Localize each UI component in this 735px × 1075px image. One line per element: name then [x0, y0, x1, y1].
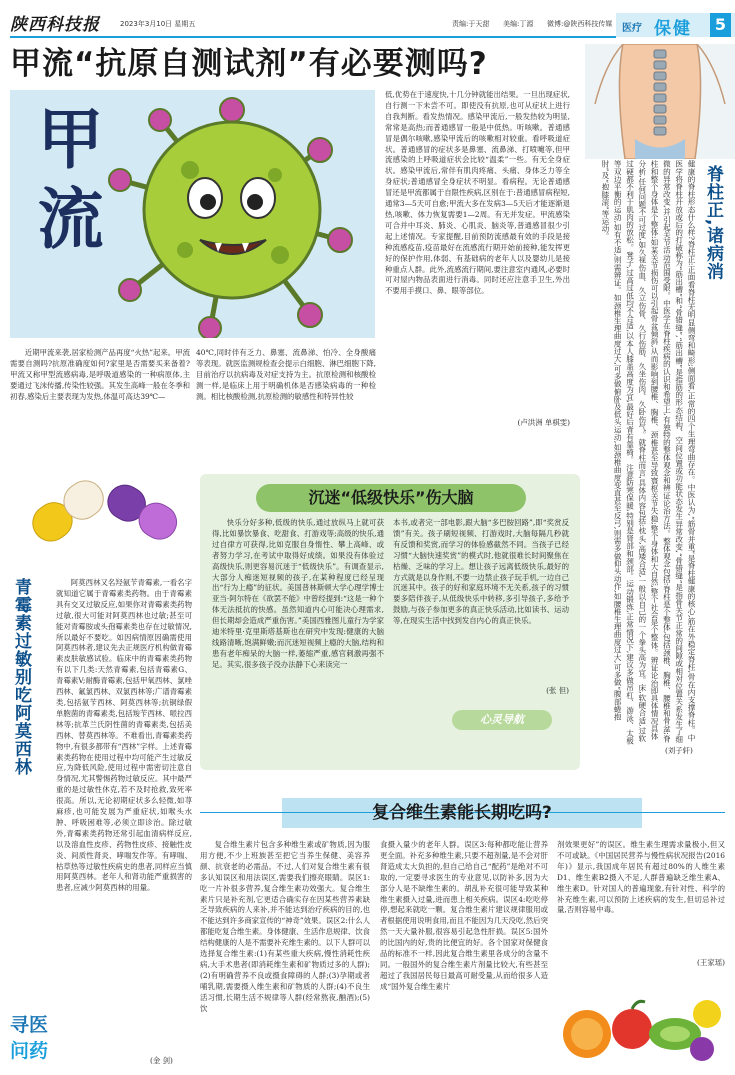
penicillin-headline: 青霉素过敏别吃阿莫西林 [11, 578, 31, 776]
flu-illustration [10, 90, 375, 338]
vitamin-column-2: 食摄入量少的老年人群。误区3:每种都吃能让营养更全面。补充多种维生素,只要不超剂量,是不会对肝肾造成太大负担的,但自己给自己“配药”是绝对不可取的,一定要寻求医生的专业意见,以防补多,因为大部分人是不缺维生素的。胡乱补充很可能导致某种维生素摄入过量,进而患上相关疾病。误区4:吃吃停停,想起来就吃一颗。复合维生素片建议规律服用或者根据使用说明食用,而且不能因为几天没吃,然后突然一天大量补服,很容易引起急性肝损。误区5:国外的比国内的好,贵的比便宜的好。各个国家对保健食品的标准不一样,因此复合维生素里各成分的含量不同。一般国外的复合维生素片剂量比较大,有些甚至超过了我国居民每日最高可耐受量,从而给很多人造成“国外复合维生素片 [380, 840, 548, 991]
spine-illustration [585, 44, 735, 159]
paper-name: 陕西科技报 [10, 15, 100, 35]
wechat-credit: 微博:@陕西科技传媒 [547, 20, 613, 28]
corner-label-1: 寻医 [10, 1014, 49, 1036]
issue-date: 2023年3月10日 星期五 [120, 20, 196, 28]
section-label-a: 医疗 [622, 23, 642, 34]
spine-headline: 脊柱正,诸病消 [703, 165, 723, 281]
flu-column-1: 近期甲流来袭,居家检测产品再度“火热”起来。甲流需要自测吗?抗原准确度如何?家里是否需要买来备着?甲流又称甲型流感病毒,是呼吸道感染的一种病原体,主要通过飞沫传播,传染性较强。其发生高峰一般在冬季和初春,感染后主要表现为发热,体温可高达39℃— [10, 348, 190, 401]
penicillin-body-top: 阿莫西林又名羟氨苄青霉素,一看名字就知道它属于青霉素类药物。由于青霉素具有交叉过敏反应,如果你对青霉素类药物过敏,很大可能对阿莫西林也过敏;甚至可能对青霉胺或头孢霉素类也存在过敏情况,所以最好不要吃。如因病情原因确需使用阿莫西林者,建议先去正规医疗机构做青霉素皮肤敏感试验。临床中的青霉素类药物有以下几类:天然青霉素,包括青霉素G、青霉素V;耐酶青霉素,包括甲氧西林、氯唑西林、氟氯西林、双氯西林等;广谱青霉素类,包括氨苄西林、阿莫西林等;抗铜绿假单胞菌的青霉素类,包括羧苄西林、哌拉西林等;抗革兰氏阴性菌的青霉素类,包括美西林、替莫西林等。不难看出,青霉素类药物中,有很多都带有“西林”字样。上述青霉素类药物在使用过程中均可能产生过敏反应,为降低风险,使用过程中需密切注意自身情况,尤其警惕药物过敏反应。其中最严重的是过敏性休克,若不及时抢救,致死率很高。所以,无论初期症状多么轻微,如荨麻疹,也可能发展为严重症状,如喉头水肿、呼吸困难等,必须立即诊治。除过敏外,青霉素类药物还常引起血清病样反应,以及溶血性皮疹、药物性皮疹、接触性皮炎、间质性肾炎、哮喘发作等。有哮喘、枯草热等过敏性疾病史的患者,同样应当慎用阿莫西林。老年人和肾功能严重损害的患者,应减少阿莫西林的用量。 [56, 578, 192, 893]
pleasure-box [200, 474, 580, 770]
spine-body: 健康的脊柱形态什么样?脊柱正:正面看脊柱无明显侧弯和畸形;侧面看,正常的四个生理弯曲存在。中医认为,“筋骨并重”是脊柱健康的核心,筋在外稳定脊柱,骨在内支撑脊柱。中医学将脊柱开放或后的打破称为“筋出槽”和“骨错缝”,“筋出槽”是指筋的形态结构、空间位置或功能状态发生异常改变,“骨错缝”是指骨关节正常的间隙或相对位置关系发生了细微的异常改变,并引起关节活动范围受限。中医学在脊柱疾病的认识和希望上,有独特的整体观念和辨证论治方法。整体观念包括:脊柱是个整体,包括颈椎、胸椎、腰椎和骨盆;脊柱和整个身体是个整体:如某关节损伤可以引起骨盆倾斜,从而影响到腰椎、胸椎、颈椎甚至导致寰枢关节失稳;整个身体和大自然,整个社会是个整体。辨证论治即具体情况具体分析,任何问题不可过度,如久视伤血、久立伤骨、久行伤筋、久坐伤肉、久卧伤气。就脊柱而言,具体内容包括:枕头,高矮合适,一般以自己的一个拳头高为宜。床,软硬合适,过软过硬都不利于肌肉的放松。凳子,过高过低均不合适,以本人膝盖高度为宜,最好后背有靠椅。注意防寒保暖,特别是肾部和颈部。运动锻炼,正常情况下,建议多做吊杠、游泳、太极等双边平衡的运动,如有不适,则需辨证。如颈椎生理曲度过大,可多做俯卧及低头运动,如颈椎曲度变直甚至反弓,则需多做仰头动作,如腰椎生理曲度过大,可多做“腹部蜷抱肘”及“抱膝滚”等运动。 [600, 160, 696, 745]
vitamin-column-3: 剂效果更好”的误区。维生素生理需求量极小,但又不可或缺。《中国居民营养与慢性病状况报告(2016年)》显示,我国成年居民有超过80%的人维生素D1、维生素B2摄入不足,人群普遍缺乏维生素A、维生素D。针对国人的普遍现象,有针对性、科学的补充维生素,可以预防上述疾病的发生,但切忌补过量,否则容易中毒。 [557, 840, 725, 915]
section-label-b: 保健 [654, 19, 692, 39]
corner-label-2: 问药 [10, 1040, 49, 1062]
vitamin-illustration [557, 974, 725, 1066]
pill-illustration [10, 462, 192, 562]
column-corner-label [10, 1012, 62, 1068]
back-illustration [585, 44, 735, 159]
flu-column-2: 40℃,同时伴有乏力、鼻塞、流鼻涕、怕冷、全身酸痛等表现。就医监测规检查会提示白细胞、淋巴细胞下降,目前治疗以抗病毒及对症支持为主。抗原检测和核酸检测一样,是临床上用于明确机体是否感染病毒的一种检测。相比核酸检测,抗原检测的敏感性和特异性较 [196, 348, 376, 401]
masthead [0, 0, 735, 40]
pleasure-tag: 心灵导航 [452, 710, 552, 730]
vitamin-author: (王家瑶) [697, 958, 725, 967]
fruit-vegetable-illustration [557, 974, 725, 1066]
vitamin-column-1: 复合维生素片包含多种维生素或矿物质,因为服用方便,不少上班族甚至把它当养生保健、美容养颜、抗衰老的必需品。不过,人们对复合维生素有很多认知误区和用法误区,需要我们擦亮眼睛。误区1:吃一片补很多营养,复合维生素功效强大。复合维生素片只是补充剂,它更适合确实存在因某些营养素缺乏导致疾病的人来补,并不能达到治疗疾病的目的,也不能达到许多商家宣传的“神奇”效果。误区2:什么人都能吃复合维生素。身体健康、生活作息规律、饮食结构健康的人是不需要补充维生素的。以下人群可以选择复合维生素:(1)有某些重大疾病,慢性消耗性疾病,大手术患者(即消耗维生素和矿物质过多的人群);(2)有明确营养不良或摄食障碍的人群;(3)孕期或者哺乳期,需要摄入维生素和矿物质的人群;(4)不良生活习惯,长期生活不规律等人群(经常熬夜,酗酒);(5)饮 [200, 840, 370, 1013]
editor-credit: 责编:于天甜 [452, 20, 490, 28]
flu-illustration-text: 甲流 [26, 104, 103, 264]
flu-author: (卢洪洲 单棋雯) [517, 418, 570, 427]
capsule-pills [10, 462, 192, 562]
pleasure-column-1: 快乐分好多种,低级的快乐,通过放纵马上就可获得,比如暴饮暴食、吃甜食、打游戏等;高级的快乐,通过自律方可获得,比如克服自身惰性、攀上高峰、或者努力学习,在考试中取得好成绩。如果没有体验过高级快乐,则更容易沉迷于“低级快乐”。有调查显示,大部分人痴迷短视频的孩子,在某种程度已经呈现出“行为上瘾”的征状。美国普林斯顿大学心理学博士亚当·阿尔特在《欲罢不能》中曾经提到:“这是一种个体无法抵抗的快感。虽然知道内心可能决心理需求,但长期却会造成严重伤害。”美国西雅图儿童行为学家迪米特里·克里斯塔基斯也在研究中发现:健康的大脑线路清晰,饱满鲜嫩;而沉迷短视频上瘾的大脑,结构和患有老年痴呆的大脑一样,萎缩严重,感官刺激再强不足。其实,很多孩子没办法静下心来读完一 [212, 518, 384, 669]
pleasure-author: (张 但) [546, 686, 569, 695]
pleasure-column-2: 本书,或者完一部电影,跟大脑“多巴胺回路”,即“奖赏反馈”有关。孩子刷短视频、打游戏时,大脑每隔几秒就有反馈和奖赏,而学习的体验感截然不同。当孩子已经习惯“大脑快速奖赏”的模式时,他就很难长时间聚焦在枯燥、乏味的学习上。想让孩子远离低级快乐,最好的方式就是以身作则,不要一边禁止孩子玩手机,一边自己沉迷其中。孩子的好和家庭环境不无关系,孩子的习惯要多陪伴孩子,从低级快乐中转移,多引导孩子,多给予鼓励,与孩子参加更多的真正快乐活动,比如读书、运动等,在现实生活中找到发自内心的真正快乐。 [393, 518, 569, 626]
page-number: 5 [710, 13, 731, 37]
spine-author: (刘子轩) [665, 746, 693, 755]
flu-headline: 甲流“抗原自测试剂”有必要测吗? [10, 46, 488, 82]
flu-column-3: 低,优势在于速度快,十几分钟就能出结果。一旦出现症状,自行测一下未尝不可。即使没有抗原,也可从症状上进行自我判断。看发热情况。感染甲流后,一般发热较为明显,常常是高热;而普通感冒一般是中低热。听咳嗽。普通感冒是偶尔咳嗽,感染甲流后的咳嗽相对较重。看呼吸道症状。普通感冒的症状多是鼻塞、流鼻涕、打喷嚏等,但甲流感染的上呼吸道症状会比较“温柔”一些。有无全身症状。感染甲流后,常伴有肌肉疼痛、头痛、身体乏力等全身症状;普通感冒全身症状不明显。看病程。无论普通感冒还是甲流都属于自限性疾病,区别在于:普通感冒病程短,通常3—5天可自愈;甲流大多在发病3—5天后才能逐渐退热,咳嗽、体力恢复需要1—2周。有无并发症。甲流感染可合并中耳炎、肺炎、心肌炎、脑炎等,普通感冒很少引起上述情况。专家提醒,目前预防流感最有效的手段是接种流感疫苗,疫苗最好在流感流行期开始前接种,能发挥更好的保护作用,体弱、有基础病的老年人以及婴幼儿是接种重点人群。此外,流感流行期间,要注意室内通风,必要时可对屋内物品表面进行消毒。同时还应注意手卫生,外出不要用手摸口、鼻、眼等部位。 [385, 90, 570, 296]
virus-body [144, 122, 320, 298]
section-tab [616, 13, 735, 37]
vitamin-headline: 复合维生素能长期吃吗? [372, 803, 552, 823]
penicillin-author: (金 剑) [150, 1056, 173, 1065]
designer-credit: 美编:丁源 [503, 20, 534, 28]
masthead-rule [10, 36, 616, 38]
pleasure-headline: 沉迷“低级快乐”伤大脑 [308, 488, 474, 507]
